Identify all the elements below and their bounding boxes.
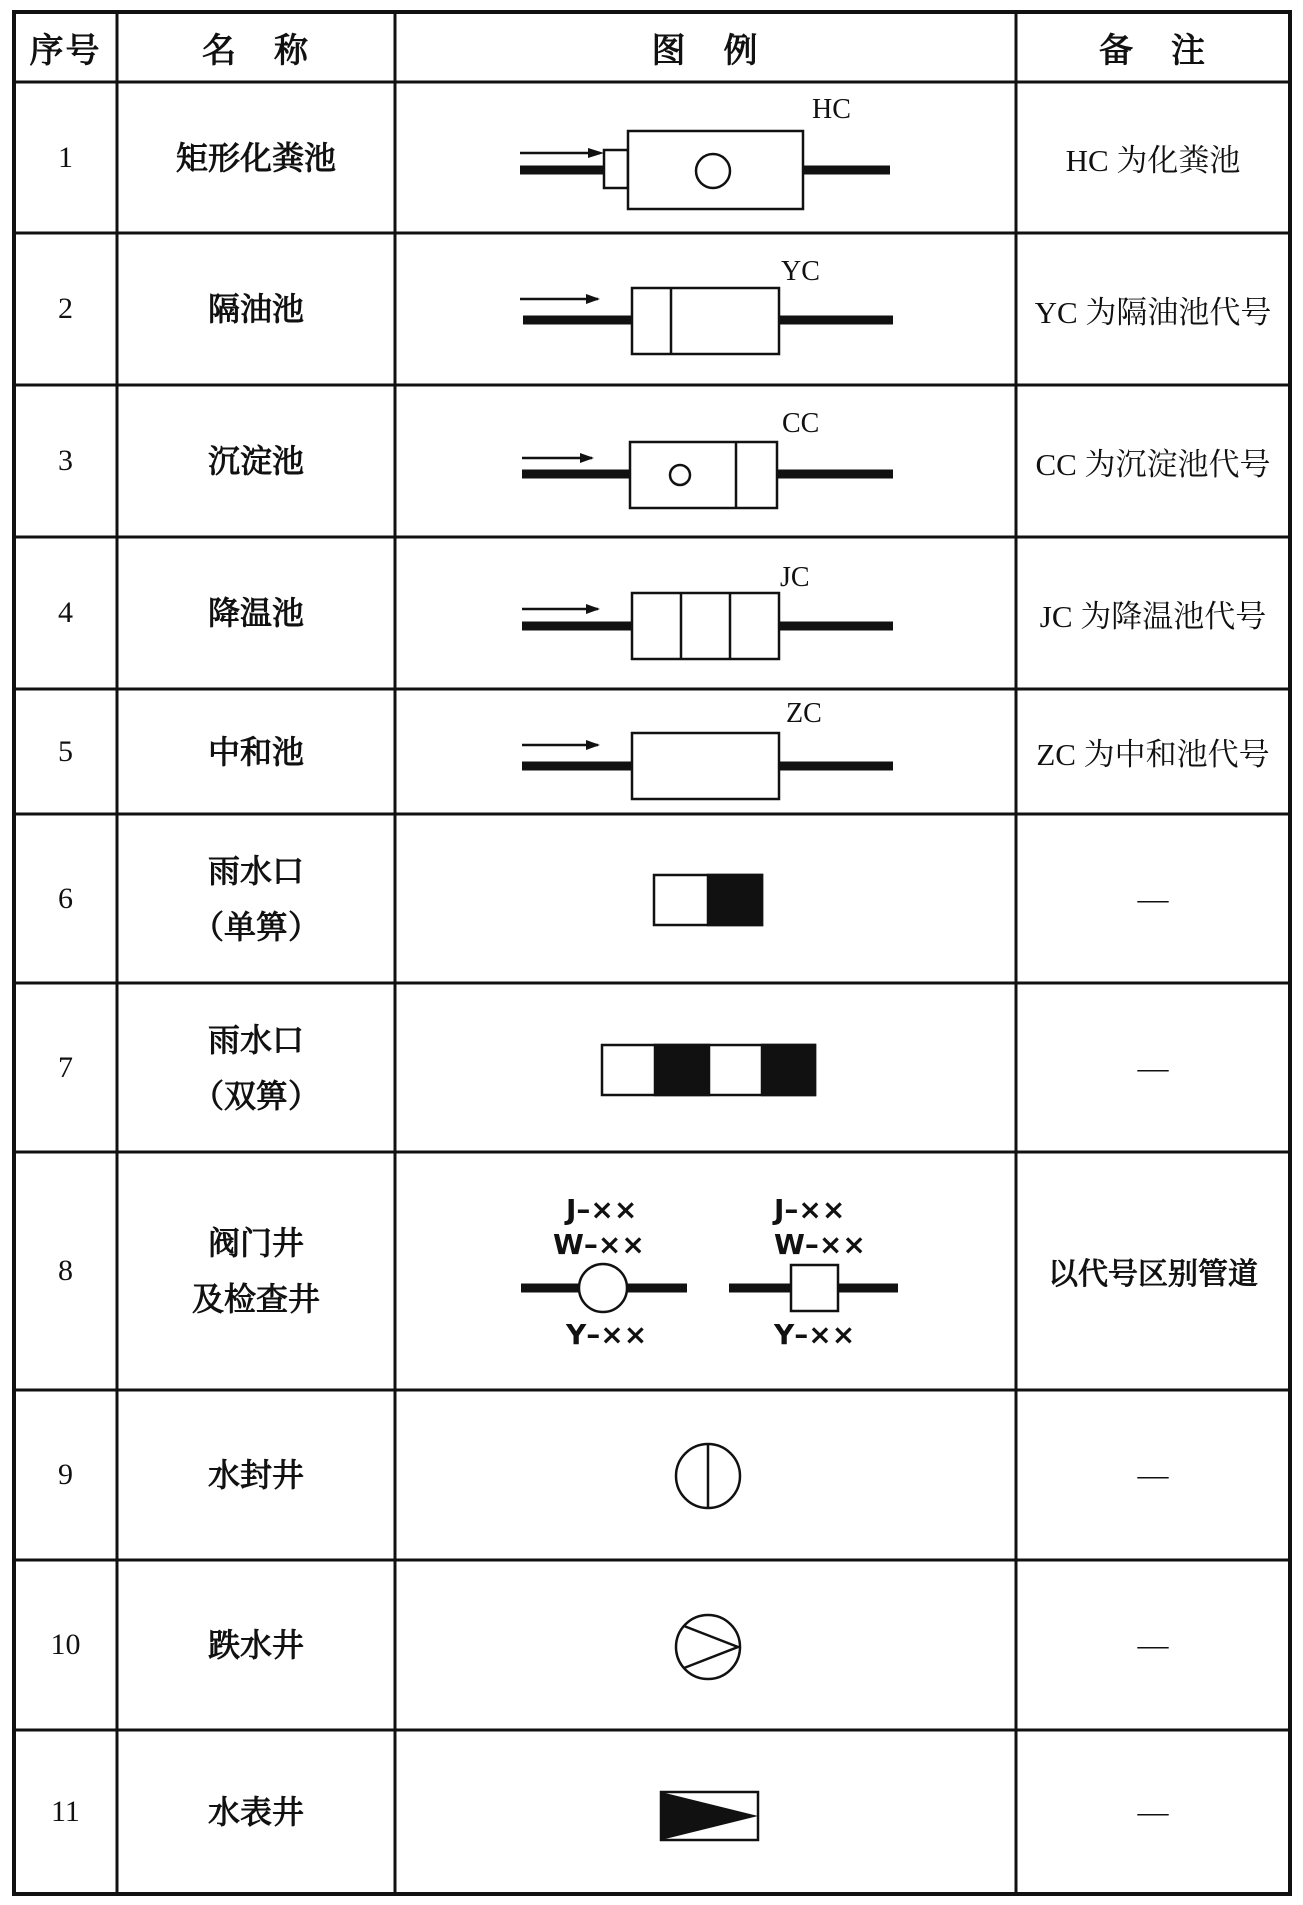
row-11-note: —	[1137, 1794, 1169, 1829]
septic-tank-symbol	[520, 131, 890, 209]
sedimentation-tank-symbol	[522, 442, 893, 508]
valve-well-label-y: Y–××	[566, 1318, 648, 1351]
valve-well-label-j: J–××	[566, 1193, 638, 1226]
row-7-name-line2: （双箅）	[191, 1076, 320, 1115]
row-4-code: JC	[780, 562, 810, 593]
row-4-note: JC 为降温池代号	[1039, 598, 1267, 634]
row-1-note: HC 为化粪池	[1065, 143, 1241, 178]
row-6-name-line1: 雨水口	[207, 851, 304, 890]
row-5-no: 5	[58, 734, 73, 768]
row-2-code: YC	[781, 256, 820, 287]
row-1-no: 1	[58, 140, 73, 174]
row-7-no: 7	[58, 1050, 73, 1084]
row-4-no: 4	[58, 596, 73, 629]
row-9-note: —	[1137, 1457, 1169, 1492]
row-5-code: ZC	[786, 698, 822, 729]
row-7-note: —	[1137, 1049, 1169, 1085]
rain-inlet-double-symbol	[602, 1045, 815, 1095]
header-note: 备 注	[1099, 30, 1207, 71]
row-3-no: 3	[58, 444, 73, 477]
inspection-well-symbol	[729, 1265, 898, 1311]
row-6-name-line2: （单箅）	[191, 907, 320, 946]
row-8-no: 8	[58, 1254, 73, 1287]
row-10-note: —	[1137, 1627, 1169, 1662]
row-1-code: HC	[812, 94, 851, 125]
row-7-name-line1: 雨水口	[207, 1020, 304, 1059]
grease-trap-symbol	[520, 288, 893, 354]
row-5-name: 中和池	[207, 732, 304, 771]
row-3-note: CC 为沉淀池代号	[1035, 446, 1271, 482]
neutralization-tank-symbol	[522, 733, 893, 799]
header-name: 名 称	[202, 30, 310, 71]
valve-well-symbol	[521, 1264, 687, 1312]
row-3-code: CC	[782, 408, 820, 439]
row-4-name: 降温池	[207, 594, 304, 632]
row-2-no: 2	[58, 292, 73, 325]
header-legend: 图 例	[651, 30, 760, 71]
inspection-well-label-w: W–××	[774, 1228, 866, 1261]
row-8-name	[117, 1152, 395, 1390]
row-7-name	[117, 983, 395, 1152]
row-11-name: 水表井	[207, 1793, 304, 1831]
inspection-well-label-y: Y–××	[774, 1318, 856, 1351]
row-2-name: 隔油池	[207, 290, 304, 328]
rain-inlet-single-symbol	[654, 875, 762, 925]
row-5-note: ZC 为中和池代号	[1036, 737, 1270, 772]
row-10-no: 10	[50, 1628, 81, 1661]
row-6-name	[117, 814, 395, 983]
valve-well-label-w: W–××	[553, 1228, 645, 1261]
row-9-no: 9	[58, 1458, 73, 1491]
cooling-tank-symbol	[522, 593, 893, 659]
row-8-name-line2: 及检查井	[191, 1280, 320, 1318]
row-8-note: 以代号区别管道	[1048, 1257, 1258, 1292]
row-8-name-line1: 阀门井	[207, 1224, 304, 1262]
inspection-well-label-j: J–××	[774, 1193, 846, 1226]
row-10-name: 跌水井	[207, 1626, 304, 1664]
row-1-name: 矩形化粪池	[175, 138, 336, 177]
water-meter-well-symbol	[661, 1792, 758, 1840]
row-3-name: 沉淀池	[207, 442, 304, 480]
row-11-no: 11	[51, 1795, 80, 1828]
row-2-note: YC 为隔油池代号	[1034, 294, 1272, 330]
row-6-no: 6	[58, 881, 73, 915]
row-9-name: 水封井	[207, 1456, 304, 1494]
water-seal-well-symbol	[676, 1444, 740, 1508]
drop-well-symbol	[676, 1615, 740, 1679]
header-no: 序号	[29, 30, 102, 71]
row-6-note: —	[1137, 880, 1169, 916]
